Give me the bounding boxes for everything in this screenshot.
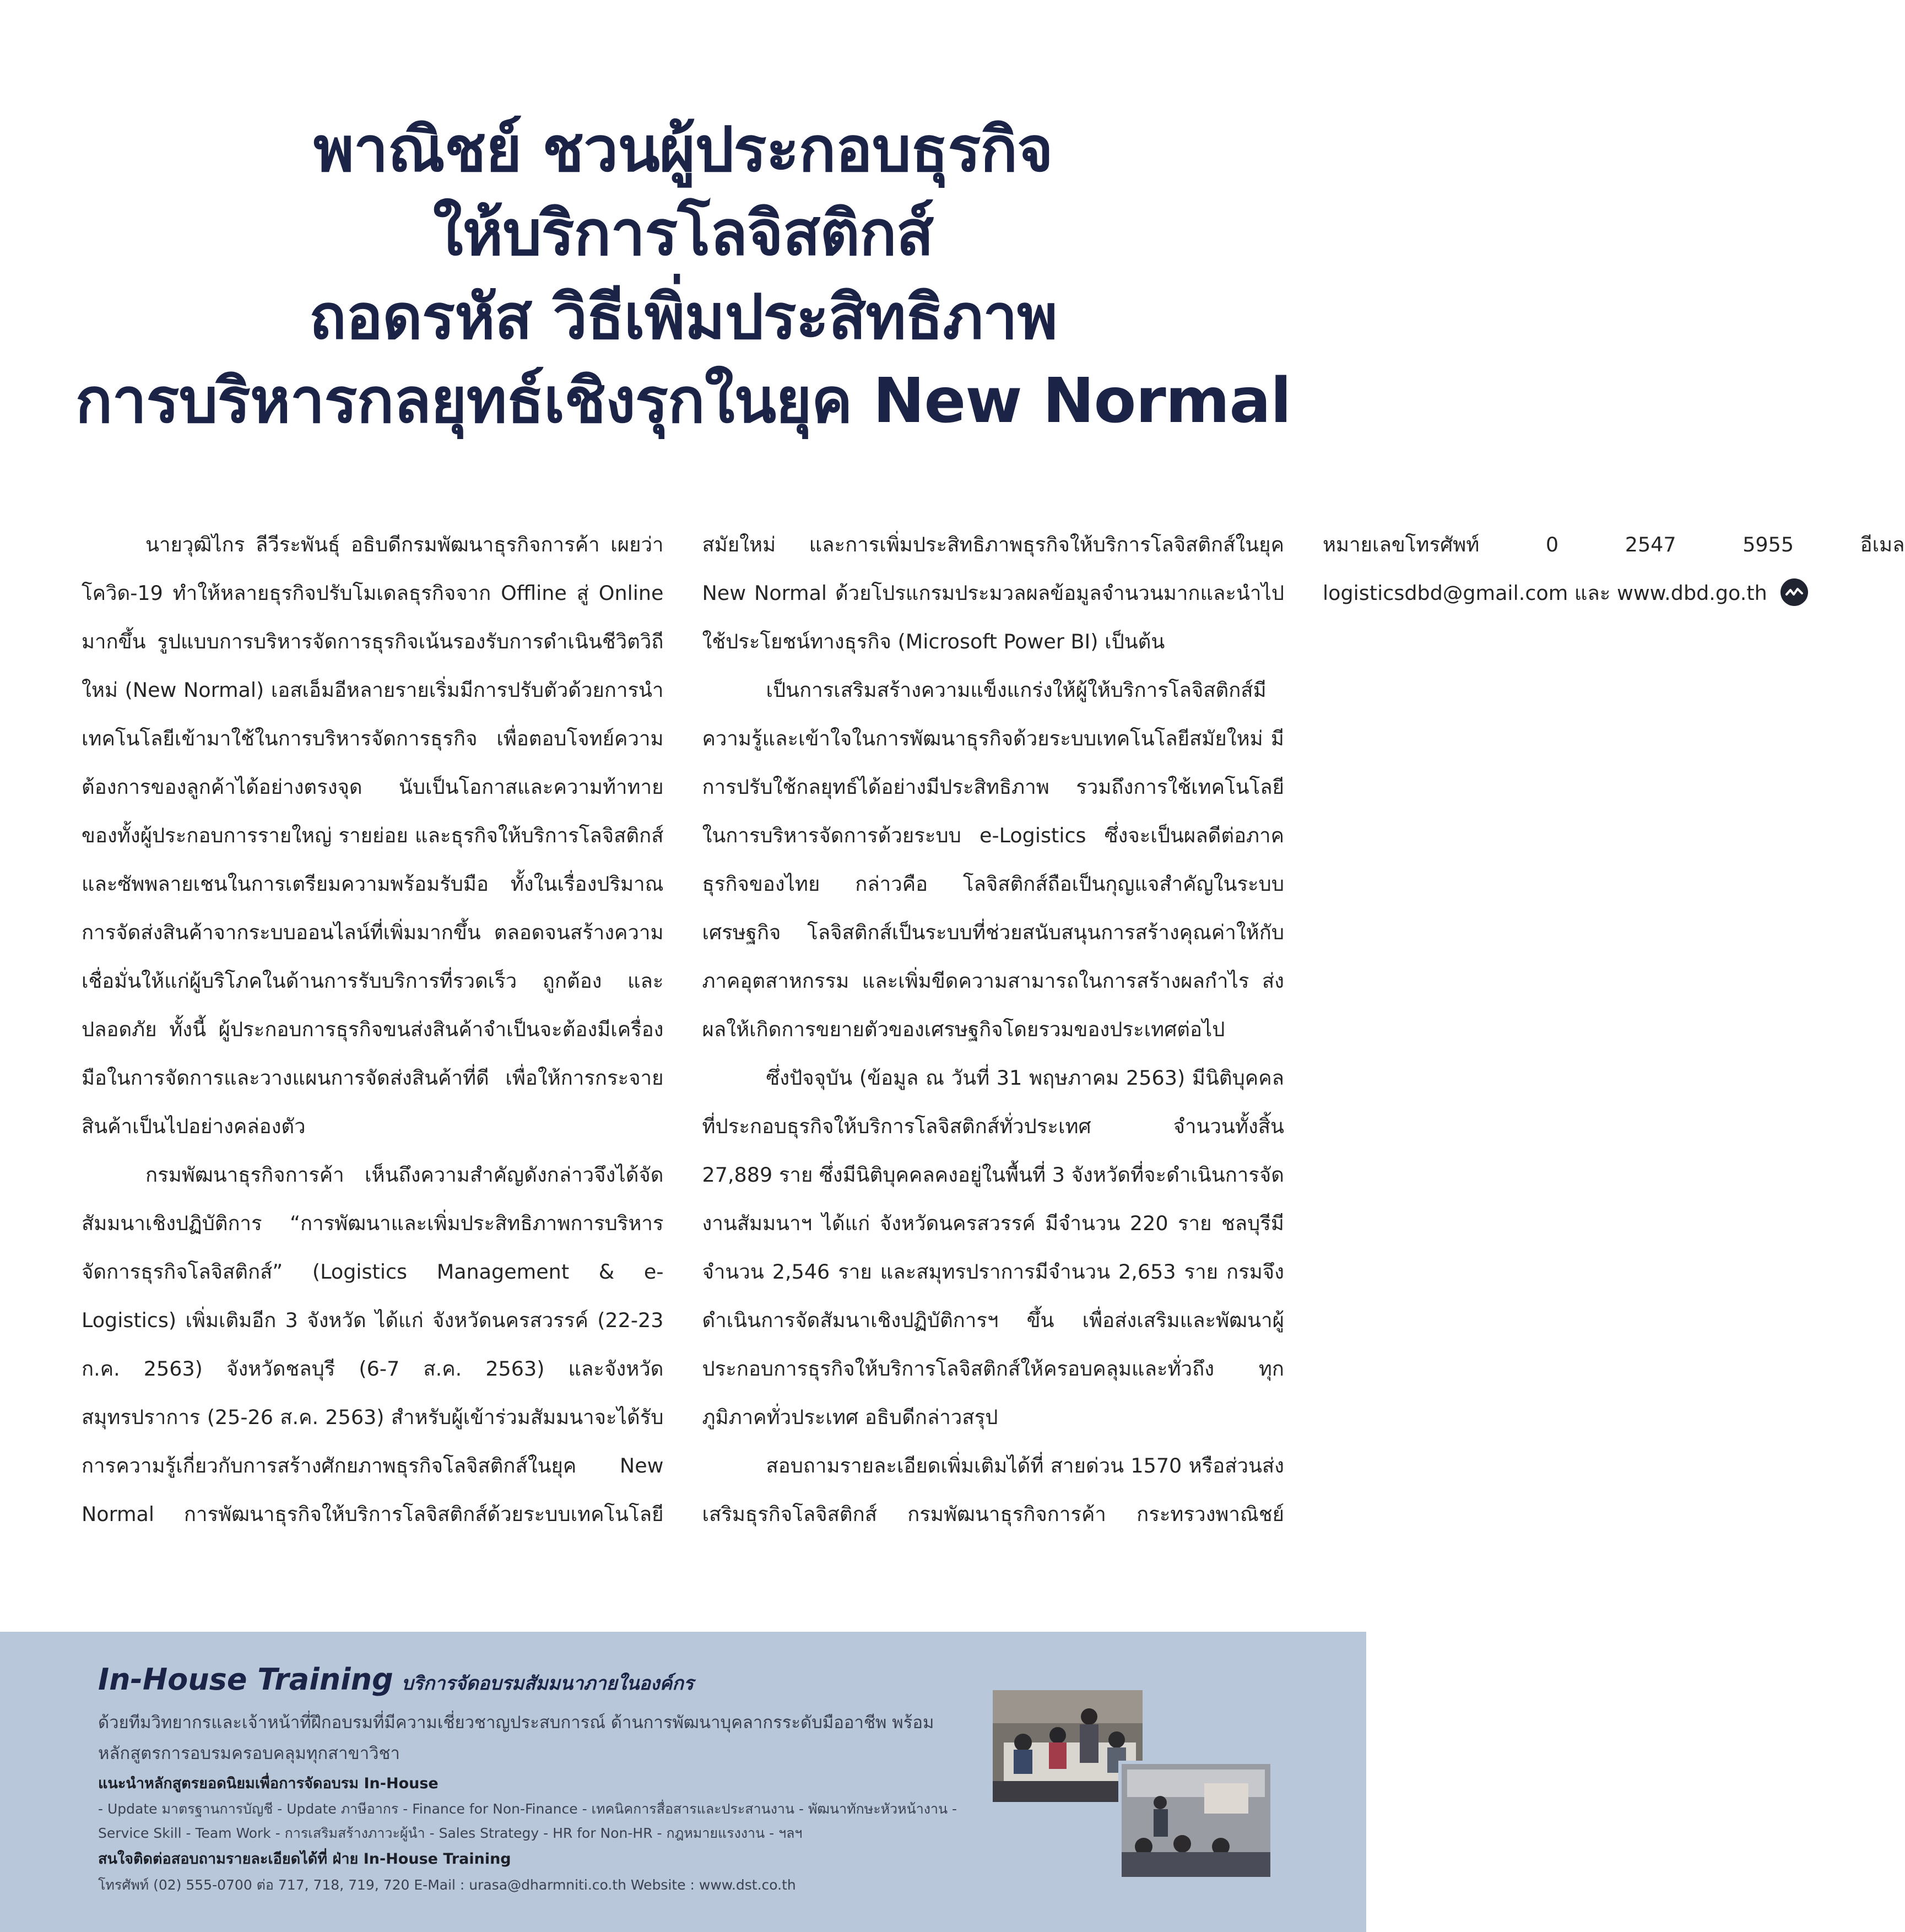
headline-line-1: พาณิชย์ ชวนผู้ประกอบธุรกิจ [313, 114, 1053, 186]
article-paragraph-1: นายวุฒิไกร ลีวีระพันธุ์ อธิบดีกรมพัฒนาธุรกิจการค้า เผยว่า โควิด-19 ทำให้หลายธุรกิจปรับโมเดลธุรกิจจาก Offline สู่ Online มากขึ้น รูปแบบการบริหารจัดการธุรกิจเน้นรองรับการดำเนินชีวิตวิถีใหม่ (New Normal) เอสเอ็มอีหลายรายเริ่มมีการปรับตัวด้วยการนำเทคโนโลยีเข้ามาใช้ในการบริหารจัดการธุรกิจ เพื่อตอบโจทย์ความต้องการของลูกค้าได้อย่างตรงจุด นับเป็นโอกาสและความท้าทายของทั้งผู้ประกอบการรายใหญ่ รายย่อย และธุรกิจให้บริการโลจิสติกส์และซัพพลายเชนในการเตรียมความพร้อมรับมือ ทั้งในเรื่องปริมาณการจัดส่งสินค้าจากระบบออนไลน์ที่เพิ่มมากขึ้น ตลอดจนสร้างความเชื่อมั่นให้แก่ผู้บริโภคในด้านการรับบริการที่รวดเร็ว ถูกต้อง และปลอดภัย ทั้งนี้ ผู้ประกอบการธุรกิจขนส่งสินค้าจำเป็นจะต้องมีเครื่องมือในการจัดการและวางแผนการจัดส่งสินค้าที่ดี เพื่อให้การกระจายสินค้าเป็นไปอย่างคล่องตัว [82, 533, 664, 1138]
ad-course-list: - Update มาตรฐานการบัญชี - Update ภาษีอากร - Finance for Non-Finance - เทคนิคการสื่อสารและประสานงาน - พัฒนาทักษะหัวหน้างาน - Service Skill - Team Work - การเสริมสร้างภาวะผู้นำ - Sales Strategy - HR for Non-HR - กฎหมายแรงงาน - ฯลฯ [98, 1801, 957, 1841]
article-paragraph-4: ซึ่งปัจจุบัน (ข้อมูล ณ วันที่ 31 พฤษภาคม 2563) มีนิติบุคคลที่ประกอบธุรกิจให้บริการโลจิสติกส์ทั่วประเทศ จำนวนทั้งสิ้น 27,889 ราย ซึ่งมีนิติบุคคลคงอยู่ในพื้นที่ 3 จังหวัดที่จะดำเนินการจัดงานสัมมนาฯ ได้แก่ จังหวัดนครสวรรค์ มีจำนวน 220 ราย ชลบุรีมีจำนวน 2,546 ราย และสมุทรปราการมีจำนวน 2,653 ราย กรมจึงดำเนินการจัดสัมนาเชิงปฏิบัติการฯ ขึ้น เพื่อส่งเสริมและพัฒนาผู้ประกอบการธุรกิจให้บริการโลจิสติกส์ให้ครอบคลุมและทั่วถึง ทุกภูมิภาคทั่วประเทศ อธิบดีกล่าวสรุป [702, 1066, 1284, 1429]
ad-description: ด้วยทีมวิทยากรและเจ้าหน้าที่ฝึกอบรมที่มีความเชี่ยวชาญประสบการณ์ ด้านการพัฒนาบุคลากรระดับมืออาชีพ พร้อมหลักสูตรการอบรมครอบคลุมทุกสาขาวิชา [98, 1713, 934, 1763]
article-body [82, 521, 1905, 1576]
ad-brand: In-House Training [98, 1662, 393, 1697]
ad-contact-line: โทรศัพท์ (02) 555-0700 ต่อ 717, 718, 719, 720 E-Mail : urasa@dharmniti.co.th Website : www.dst.co.th [98, 1877, 796, 1893]
contact-info-text: สอบถามรายละเอียดเพิ่มเติมได้ที่ สายด่วน 1570 หรือส่วนส่งเสริมธุรกิจโลจิสติกส์ กรมพัฒนาธุรกิจการค้า กระทรวงพาณิชย์ หมายเลขโทรศัพท์ 0 2547 5955 อีเมล logisticsdbd@gmail.com และ www.dbd.go.th [702, 533, 1905, 1526]
end-mark-icon [1780, 578, 1808, 606]
headline-line-3: ถอดรหัส วิธีเพิ่มประสิทธิภาพ [309, 282, 1057, 354]
article-paragraph-2: กรมพัฒนาธุรกิจการค้า เห็นถึงความสำคัญดังกล่าวจึงได้จัดสัมมนาเชิงปฏิบัติการ “การพัฒนาและเพิ่มประสิทธิภาพการบริหารจัดการธุรกิจโลจิสติกส์” (Logistics Management & e-Logistics) เพิ่มเติมอีก 3 จังหวัด ได้แก่ จังหวัดนครสวรรค์ (22-23 ก.ค. 2563) จังหวัดชลบุรี (6-7 ส.ค. 2563) และจังหวัดสมุทรปราการ (25-26 ส.ค. 2563) สำหรับผู้เข้าร่วมสัมมนาจะได้รับการความรู้เกี่ยวกับการสร้างศักยภาพธุรกิจโลจิสติกส์ในยุค New Normal การพัฒนาธุรกิจให้บริการโลจิสติกส์ด้วยระบบเทคโนโลยีสมัยใหม่ และการเพิ่มประสิทธิภาพธุรกิจให้บริการโลจิสติกส์ในยุค New Normal ด้วยโปรแกรมประมวลผลข้อมูลจำนวนมากและนำไปใช้ประโยชน์ทางธุรกิจ (Microsoft Power BI) เป็นต้น [82, 533, 1284, 1526]
headline-line-2: ให้บริการโลจิสติกส์ [432, 198, 934, 270]
ad-contact-heading: สนใจติดต่อสอบถามรายละเอียดได้ที่ ฝ่าย In-House Training [98, 1850, 511, 1868]
ad-brand-subtitle: บริการจัดอบรมสัมมนาภายในองค์กร [401, 1673, 694, 1695]
headline-line-4: การบริหารกลยุทธ์เชิงรุกในยุค New Normal [75, 365, 1291, 437]
headline [55, 108, 1311, 443]
ad-heading [98, 1662, 694, 1698]
ad-recommend-heading: แนะนำหลักสูตรยอดนิยมเพื่อการจัดอบรม In-House [98, 1775, 439, 1792]
training-photo-2 [1118, 1761, 1274, 1880]
article-paragraph-3: เป็นการเสริมสร้างความแข็งแกร่งให้ผู้ให้บริการโลจิสติกส์มีความรู้และเข้าใจในการพัฒนาธุรกิจด้วยระบบเทคโนโลยีสมัยใหม่ มีการปรับใช้กลยุทธ์ได้อย่างมีประสิทธิภาพ รวมถึงการใช้เทคโนโลยีในการบริหารจัดการด้วยระบบ e-Logistics ซึ่งจะเป็นผลดีต่อภาคธุรกิจของไทย กล่าวคือ โลจิสติกส์ถือเป็นกุญแจสำคัญในระบบเศรษฐกิจ โลจิสติกส์เป็นระบบที่ช่วยสนับสนุนการสร้างคุณค่าให้กับภาคอุตสาหกรรม และเพิ่มขีดความสามารถในการสร้างผลกำไร ส่งผลให้เกิดการขยายตัวของเศรษฐกิจโดยรวมของประเทศต่อไป [702, 678, 1284, 1041]
